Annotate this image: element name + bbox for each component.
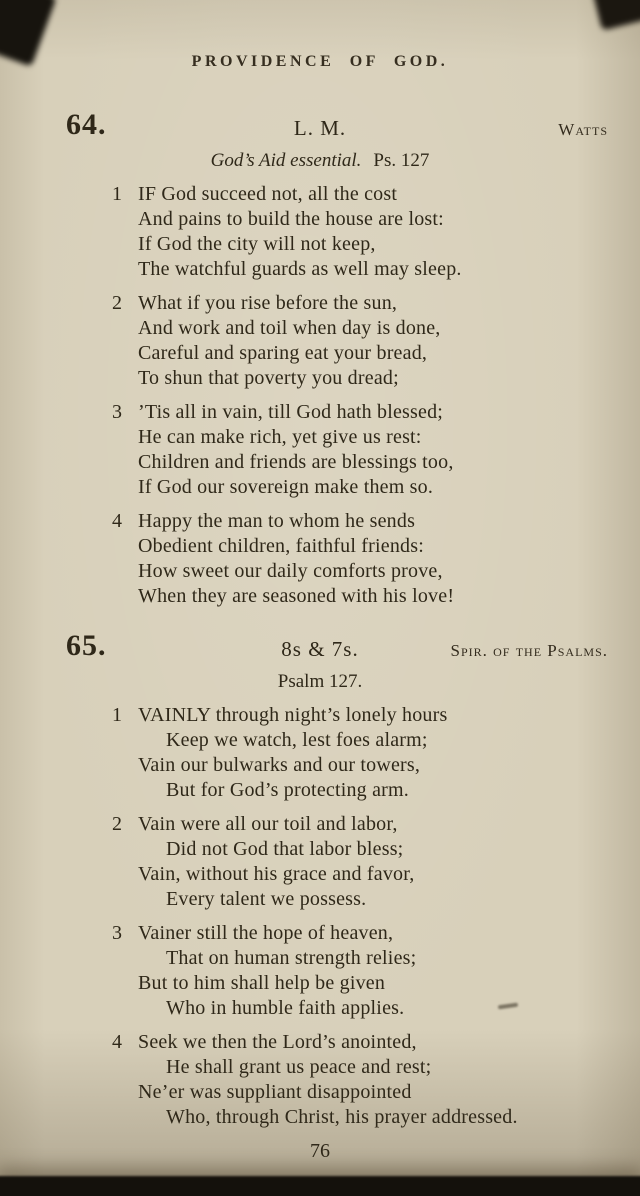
hymn-scripture-ref: Psalm 127. <box>277 671 363 692</box>
hymn-64-verses <box>0 182 640 609</box>
verse-line: But for God’s protecting arm. <box>166 779 409 801</box>
verse-number: 4 <box>112 1031 122 1053</box>
verse-number: 2 <box>112 813 122 835</box>
verse-line: Who in humble faith applies. <box>166 997 405 1019</box>
verse-line: To shun that poverty you dread; <box>138 367 399 389</box>
verse <box>112 182 640 282</box>
verse-number: 1 <box>112 183 122 205</box>
scan-artifact-bottom-edge <box>0 1176 640 1196</box>
verse-line: Did not God that labor bless; <box>166 838 404 860</box>
verse-number: 1 <box>112 704 122 726</box>
hymn-64 <box>0 104 640 609</box>
verse-number: 2 <box>112 292 122 314</box>
verse <box>112 921 640 1021</box>
verse <box>112 509 640 609</box>
verse-line: Vain were all our toil and labor, <box>138 813 398 835</box>
verse-line: Obedient children, faithful friends: <box>138 535 424 557</box>
hymn-meter: L. M. <box>293 116 347 140</box>
verse-line: VAINLY through night’s lonely hours <box>138 704 448 726</box>
running-header: PROVIDENCE OF GOD. <box>191 53 449 70</box>
verse-line: How sweet our daily comforts prove, <box>138 560 443 582</box>
verse-line: Who, through Christ, his prayer addressed. <box>166 1106 518 1128</box>
verse-line: Children and friends are blessings too, <box>138 451 454 473</box>
hymn-number: 65. <box>66 629 107 662</box>
hymn-65 <box>0 625 640 1130</box>
hymn-title: God’s Aid essential. <box>210 150 362 171</box>
verse <box>112 291 640 391</box>
page-number: 76 <box>310 1140 330 1162</box>
verse-line: And work and toil when day is done, <box>138 317 441 339</box>
verse-line: He shall grant us peace and rest; <box>166 1056 432 1078</box>
verse-line: Vain our bulwarks and our towers, <box>138 754 421 776</box>
hymn-subtitle <box>0 148 640 174</box>
hymn-number: 64. <box>66 108 107 141</box>
verse-line: If God the city will not keep, <box>138 233 376 255</box>
verse-line: Seek we then the Lord’s anointed, <box>138 1031 417 1053</box>
hymn-meter: 8s & 7s. <box>281 637 359 661</box>
verse-line: If God our sovereign make them so. <box>138 476 434 498</box>
hymn-attribution: Watts <box>558 120 608 139</box>
verse-number: 4 <box>112 510 122 532</box>
verse <box>112 812 640 912</box>
verse-line: Ne’er was suppliant disappointed <box>138 1081 412 1103</box>
verse-line: That on human strength relies; <box>166 947 417 969</box>
hymn-subtitle <box>0 669 640 695</box>
verse-line: Keep we watch, lest foes alarm; <box>166 729 428 751</box>
verse <box>112 703 640 803</box>
verse-line: The watchful guards as well may sleep. <box>138 258 462 280</box>
hymn-scripture-ref: Ps. 127 <box>373 150 430 171</box>
verse-line: IF God succeed not, all the cost <box>138 183 398 205</box>
verse <box>112 1030 640 1130</box>
verse-line: Every talent we possess. <box>166 888 367 910</box>
verse-line: Happy the man to whom he sends <box>138 510 416 532</box>
verse <box>112 400 640 500</box>
hymn-attribution: Spir. of the Psalms. <box>450 641 608 660</box>
verse-line: Careful and sparing eat your bread, <box>138 342 428 364</box>
verse-number: 3 <box>112 401 122 423</box>
verse-line: He can make rich, yet give us rest: <box>138 426 422 448</box>
hymn-65-heading <box>0 625 640 669</box>
verse-line: When they are seasoned with his love! <box>138 585 455 607</box>
verse-number: 3 <box>112 922 122 944</box>
verse-line: Vain, without his grace and favor, <box>138 863 415 885</box>
verse-line: What if you rise before the sun, <box>138 292 398 314</box>
verse-line: But to him shall help be given <box>138 972 386 994</box>
hymn-64-heading <box>0 104 640 148</box>
verse-line: Vainer still the hope of heaven, <box>138 922 394 944</box>
verse-line: And pains to build the house are lost: <box>138 208 444 230</box>
verse-line: ’Tis all in vain, till God hath blessed; <box>138 401 444 423</box>
hymn-65-verses <box>0 703 640 1130</box>
